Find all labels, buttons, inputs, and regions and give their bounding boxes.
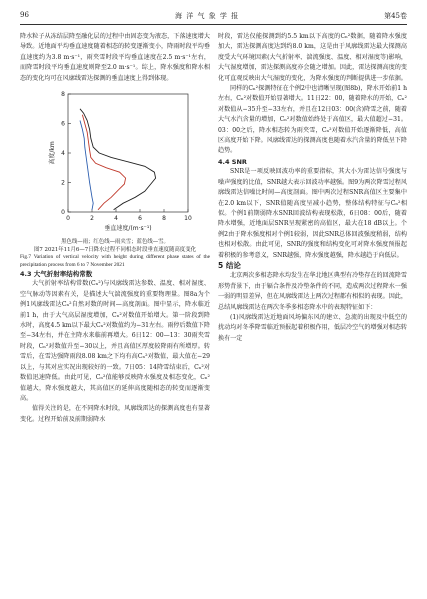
left-column: [20, 32, 210, 425]
figure-caption-en: Fig.7 Variation of vertical velocity with height during different phase states of the precipitation process from 6 to 7 November 2021: [20, 254, 210, 268]
y-tick-label: 6: [61, 120, 65, 128]
paragraph: SNR是一项反映回波功率的重要指标，其大小为雷达信号强度与噪声强度的比值，SNR越大表示回波功率越强。图9为两次降雪过程风廓线雷达信噪比时间—高度剖面。图中两次过程SNR高值区主要集中在2.0 km以下，SNR值随高度呈减小趋势，整体结构特征与Cₙ²相似。个例1前期弱降水SNR回波结构表现松散，6日08：00后，随着降水增强，近地面层SNR呈现紧密的高值区，最大在18 dB以上。个例2由于降水强度相对个例1较弱，因此SNR总体回波强度稍弱，结构也相对松散。由此可见，SNR的强度和结构变化可对降水强度预报起着积极的参考意义，SNR越强，降水强度越强，降水越趋于向低层。: [218, 168, 407, 259]
journal-title: 海 洋 气 象 学 报: [175, 12, 240, 20]
y-tick-label: 8: [61, 91, 65, 99]
x-tick-label: 10: [184, 215, 192, 223]
x-axis-label: 垂直速度/(m·s⁻¹): [104, 225, 152, 233]
section-heading: 4.4 SNR: [218, 157, 247, 166]
figure-7: [26, 88, 216, 238]
y-tick-label: 2: [61, 179, 65, 187]
y-tick-label: 0: [61, 209, 65, 217]
x-tick-label: 0: [66, 215, 70, 223]
vertical-velocity-chart: [26, 88, 216, 238]
y-tick-label: 4: [61, 150, 65, 158]
x-tick-label: 4: [114, 215, 118, 223]
running-header: [20, 10, 407, 25]
paragraph: 北京两次多相态降水均发生在华北地区典型有冷垫存在的回流降雪形势背景下，由于辐合条件及冷垫条件的不同，造成两次过程降水一强一弱的明显差异，但在风廓线雷达上两次过程都有相似的表现。因此，总结风廓线雷达在两次冬季多相态降水中的表现特征如下：: [218, 272, 407, 311]
paragraph: 值得关注的是，在不同降水时段，风廓线雷达的探测高度也有显著变化。过程开始前及前期弱降水: [20, 405, 210, 423]
x-tick-label: 6: [138, 215, 142, 223]
y-axis-label: 高度/km: [49, 141, 56, 165]
paragraph: 时段，雷达仅能探测到约5.5 km以下高度的Cₙ²数据，随着降水强度加大，雷达探测高度达到约8.0 km，这是由于风廓线雷达最大探测高度受大气环境因素(大气折射率、湍流强度、温度、相对湿度等)影响，大气湿度增加，雷达探测高度亦会随之增加。因此，雷达探测高度的变化可直观反映出大气湿度的变化，为降水强度的判断提供进一步依据。: [218, 33, 407, 82]
series-line-3: [80, 121, 93, 210]
x-tick-label: 8: [162, 215, 166, 223]
paragraph: 大气折射率结构常数(Cₙ²)与风廓线雷达参数、温度、相对湿度、空气脉动等因素有关，是描述大气湍流强度的重要物理量。图8a为个例1风廓线雷达Cₙ²自然对数的时间—高度剖面。图中显示，降水临近前1 h，由于大气高层湿度增加，Cₙ²对数值开始增大。第一阶段到降水时，高度4.5 km以下最大Cₙ²对数值约为−31左右。雨停后数值下降至−34左右，并在主降水来临前再增大。6日12：00—13：30雨夹雪时段，Cₙ²对数值升至−30以上，并且高值区厚度较降雨有所增厚。转雪后，在雪达强降雨段8.08 km之下均有高Cₙ²对数值，最大值在−29以上，与其对应实况出现较好的一致。7日05：14降雪结束后，Cₙ²对数值迅速降低。由此可见，Cₙ²值能够反映降水强度及相态变化，Cₙ²值越大，降水强度越大，其高值区的延伸高度随相态的转变而逐渐变高。: [20, 280, 210, 402]
series-line-2: [82, 115, 125, 210]
volume-label: 第45卷: [384, 12, 407, 20]
section-heading: 4.3 大气折射率结构常数: [20, 270, 93, 279]
right-column: [218, 32, 407, 344]
paragraph: (1)风廓线雷达近地面风场偏东风的建立、急流的出现及中低空的扰动均对冬季降雪临近预报起着积极作用，低层冷空气的增强对相态转换有一定: [218, 313, 407, 342]
paragraph: 降水粒子从冻结层降至融化层的过程中由固态变为液态，下落速度增大导致。近地面平均垂直速度随着相态的转变逐渐变小，降雨时段平均垂直速度约为3.8 m·s⁻¹，雨夹雪时段平均垂直速度在2.5 m·s⁻¹左右，而降雪时段平均垂直速度则降至2.0 m·s⁻¹。综上，降水强度和降水相态的变化均可在风廓线雷达探测的垂直速度上得到体现。: [20, 33, 210, 82]
paragraph: 同样的Cₙ²探测特征在个例2中也清晰呈现(图8b)，降水开始前1 h左右，Cₙ²对数值开始显著增大。11日22：00，随着降水的开始，Cₙ²对数值从−35升至−33左右，并且在12日03：00(含)降雪之前，随着大气水汽含量的增加，Cₙ²对数值始终处于高值区，最大值超过−31。03：00之后，降水相态转为雨夹雪，Cₙ²对数值开始逐渐降低，高值区高度开始下降。风廓线雷达的探测高度也随着水汽含量的降低呈下降趋势。: [218, 85, 407, 155]
section-heading: 5 结论: [218, 260, 241, 270]
figure-legend-note: 黑色线—雨；红色线—雨夹雪；蓝色线—雪。: [61, 239, 169, 246]
figure-caption-cn: 图7 2021年11月6—7日降水过程不同相态时段垂直速度随高度变化: [34, 247, 196, 254]
x-tick-label: 2: [90, 215, 94, 223]
page-number: 96: [20, 11, 29, 19]
